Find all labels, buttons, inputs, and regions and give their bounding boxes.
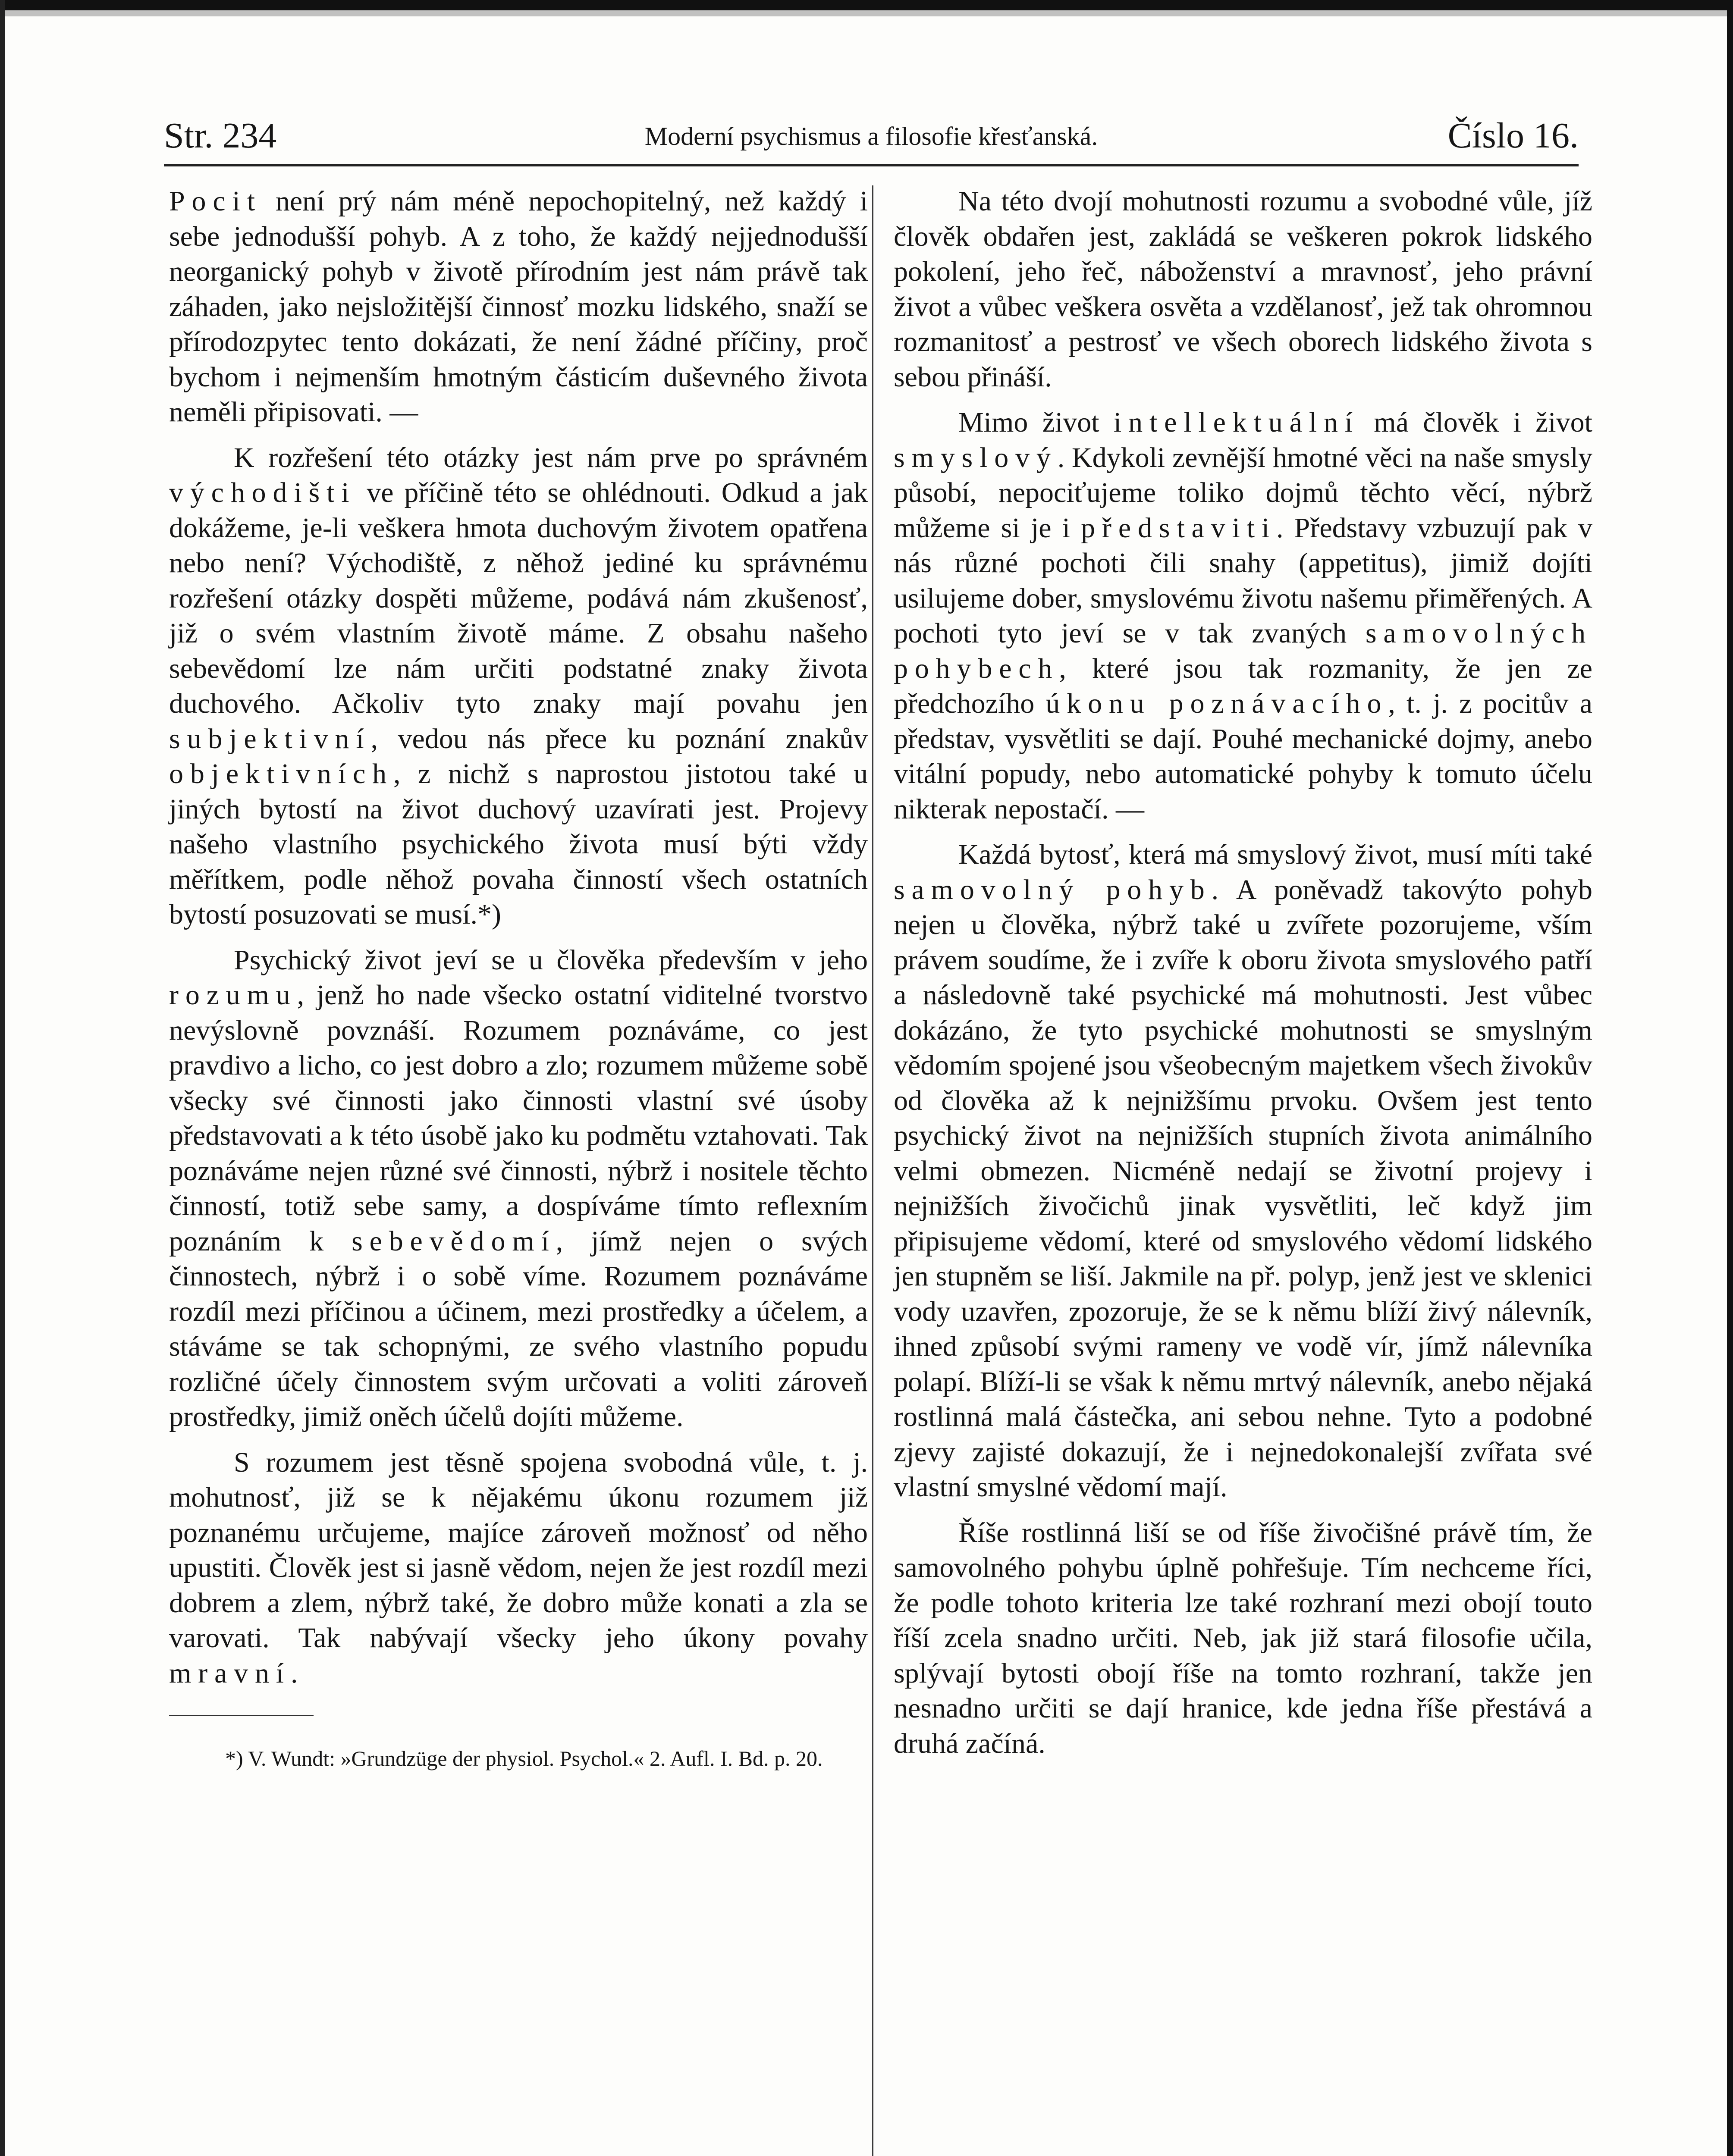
text-run: Mimo život — [958, 407, 1114, 438]
running-header — [164, 113, 1579, 165]
scan-edge-left — [0, 0, 5, 2156]
text-run: není prý nám méně nepochopitelný, než každý i sebe jednodušší pohyb. A z toho, že každý nejjednodušší neorganický pohyb v životě přírodním jest nám právě tak záhaden, jako nejsložitější činnosť mozku lidského, snaží se přírodozpytec tento dokázati, že není žádné příčiny, proč bychom i nejmenším hmotným částicím duševného života neměli připisovati. — — [169, 185, 868, 428]
paragraph — [894, 837, 1592, 1505]
footnote-rule — [169, 1715, 314, 1716]
footnote: *) V. Wundt: »Grundzüge der physiol. Psychol.« 2. Aufl. I. Bd. p. 20. — [225, 1746, 823, 1771]
spaced-term: subjektivní — [169, 723, 371, 755]
scan-edge-top — [0, 0, 1733, 10]
paragraph — [894, 405, 1592, 827]
column-divider — [872, 185, 873, 2156]
paragraph — [169, 1445, 868, 1691]
spaced-term: mravní — [169, 1657, 291, 1689]
paragraph: Na této dvojí mohutnosti rozumu a svobodné vůle, jíž člověk obdařen jest, zakládá se veškeren pokrok lidského pokolení, jeho řeč, náboženství a mravnosť, jeho právní život a vůbec veškera osvěta a vzdělanosť, jež tak ohromnou rozmanitosť a pestrosť ve všech oborech lidského života s sebou přináší. — [894, 185, 1592, 393]
spaced-term: smyslový — [894, 442, 1058, 473]
left-column — [169, 184, 868, 1774]
spaced-term: samovolný pohyb — [894, 874, 1212, 906]
text-run: . — [291, 1657, 298, 1689]
text-run: , jenž ho nade všecko ostatní viditelné tvorstvo nevýslovně povznáší. Rozumem poznáváme, co jest pravdivo a licho, co jest dobro a zlo; rozumem můžeme sobě všecky své činnosti jako činnosti vlastní své úsoby představovati a k této úsobě jako ku podmětu vztahovati. Tak poznáváme nejen různé své činnosti, nýbrž i nositele těchto činností, totiž sebe samy, a dospíváme tímto reflexním poznáním k — [169, 979, 868, 1257]
text-run: ve příčině této se ohlédnouti. Odkud a jak dokážeme, je-li veškera hmota duchovým životem opatřena nebo není? Východiště, z něhož jediné ku správnému rozřešení otázky dospěti můžeme, podává nám zkušenosť, již o svém vlastním životě máme. Z obsahu našeho sebevědomí lze nám určiti podstatné znaky života duchového. Ačkoliv tyto znaky mají povahu jen — [169, 477, 868, 719]
text-run: Psychický život jeví se u člověka především v jeho — [234, 944, 868, 976]
paragraph — [169, 943, 868, 1435]
running-title: Moderní psychismus a filosofie křesťanská. — [644, 122, 1098, 150]
text-run: , vedou nás přece ku poznání znakův — [370, 723, 868, 755]
scan-edge-right — [1727, 0, 1733, 2156]
text-run: S rozumem jest těsně spojena svobodná vůle, t. j. mohutnosť, již se k nějakému úkonu rozumem již poznanému určujeme, majíce zároveň možnosť od něho upustiti. Člověk jest si jasně vědom, nejen že jest rozdíl mezi dobrem a zlem, nýbrž také, že dobro může konati a zla se varovati. Tak nabývají všecky jeho úkony povahy — [169, 1446, 868, 1654]
text-run: , jímž nejen o svých činnostech, nýbrž i o sobě víme. Rozumem poznáváme rozdíl mezi příčinou a účinem, mezi prostředky a účelem, a stáváme se tak schopnými, ze svého vlastního popudu rozličné účely činnostem svým určovati a voliti zároveň prostředky, jimiž oněch účelů dojíti můžeme. — [169, 1225, 868, 1432]
spaced-term: představiti — [1081, 512, 1277, 544]
text-run: . Představy vzbuzují pak v nás různé pochoti čili snahy (appetitus), jimiž dojíti usilujeme dober, smyslovému životu našemu přiměřených. A pochoti tyto jeví se v tak zvaných — [894, 512, 1592, 649]
spaced-term: intellektuální — [1113, 407, 1359, 438]
text-run: má člověk i život — [1359, 407, 1592, 438]
text-run: Každá bytosť, která má smyslový život, musí míti také — [958, 839, 1592, 870]
text-run: . A poněvadž takovýto pohyb nejen u člověka, nýbrž také u zvířete pozorujeme, vším právem soudíme, že i zvíře k oboru života smyslového patří a následovně také psychické má mohutnosti. Jest vůbec dokázáno, že tyto psychické mohutnosti se smyslným vědomím spojené jsou všeobecným majetkem všech živokův od člověka až k nejnižšímu prvoku. Ovšem jest tento psychický život na nejnižších stupních života animálního velmi obmezen. Nicméně nedají se životní projevy i nejnižších živočichů jinak vysvětliti, leč když jim připisujeme vědomí, které od smyslového vědomí lidského jen stupněm se liší. Jakmile na př. polyp, jenž jest ve sklenici vody uzavřen, zpozoruje, že se k němu blíží živý nálevník, ihned způsobí svými rameny ve vodě vír, jímž nálevníka polapí. Blíží-li se však k němu mrtvý nálevník, anebo nějaká rostlinná malá částečka, ani sebou nehne. Tyto a podobné zjevy zajisté dokazují, že i nejnedokonalejší zvířata své vlastní smyslné vědomí mají. — [894, 874, 1592, 1503]
spaced-term: samovolných pohybech — [894, 617, 1592, 684]
text-run: K rozřešení této otázky jest nám prve po správném — [234, 442, 868, 473]
spaced-term: objektivních — [169, 758, 394, 790]
scan-edge-top-shadow — [0, 10, 1733, 16]
issue-number: Číslo 16. — [1447, 116, 1579, 156]
spaced-term: Pocit — [169, 185, 262, 217]
text-run: , z nichž s naprostou jistotou také u jiných bytostí na život duchový uzavírati jest. Projevy našeho vlastního psychického života musí býti vždy měřítkem, podle něhož povaha činností všech ostatních bytostí posuzovati se musí.*) — [169, 758, 868, 930]
right-column — [894, 184, 1592, 1761]
text-run: . Kdykoli zevnější hmotné věci na naše smysly působí, nepociťujeme toliko dojmů těchto věcí, nýbrž můžeme si je i — [894, 442, 1592, 544]
text-run: , které jsou tak rozmanity, že jen ze předchozího — [894, 652, 1592, 719]
paragraph — [169, 184, 868, 430]
paragraph — [169, 440, 868, 932]
spaced-term: úkonu poznávacího — [1045, 688, 1388, 719]
paragraph: Říše rostlinná liší se od říše živočišné právě tím, že samovolného pohybu úplně pohřešuje. Tím nechceme říci, že podle tohoto kriteria lze také rozhraní mezi obojí touto říší zcela snadno určiti. Neb, jak již stará filosofie učila, splývají bytosti obojí říše na tomto rozhraní, takže jen nesnadno určiti se dají hranice, kde jedna říše přestává a druhá začíná. — [894, 1517, 1592, 1759]
text-run: , t. j. z pocitův a představ, vysvětliti se dají. Pouhé mechanické dojmy, anebo vitální popudy, nebo automatické pohyby k tomuto účelu nikterak nepostačí. — — [894, 688, 1593, 825]
spaced-term: sebevědomí — [352, 1225, 556, 1257]
page-number: Str. 234 — [164, 116, 277, 156]
header-rule — [164, 164, 1579, 166]
spaced-term: východišti — [169, 477, 356, 508]
spaced-term: rozumu — [169, 979, 297, 1011]
